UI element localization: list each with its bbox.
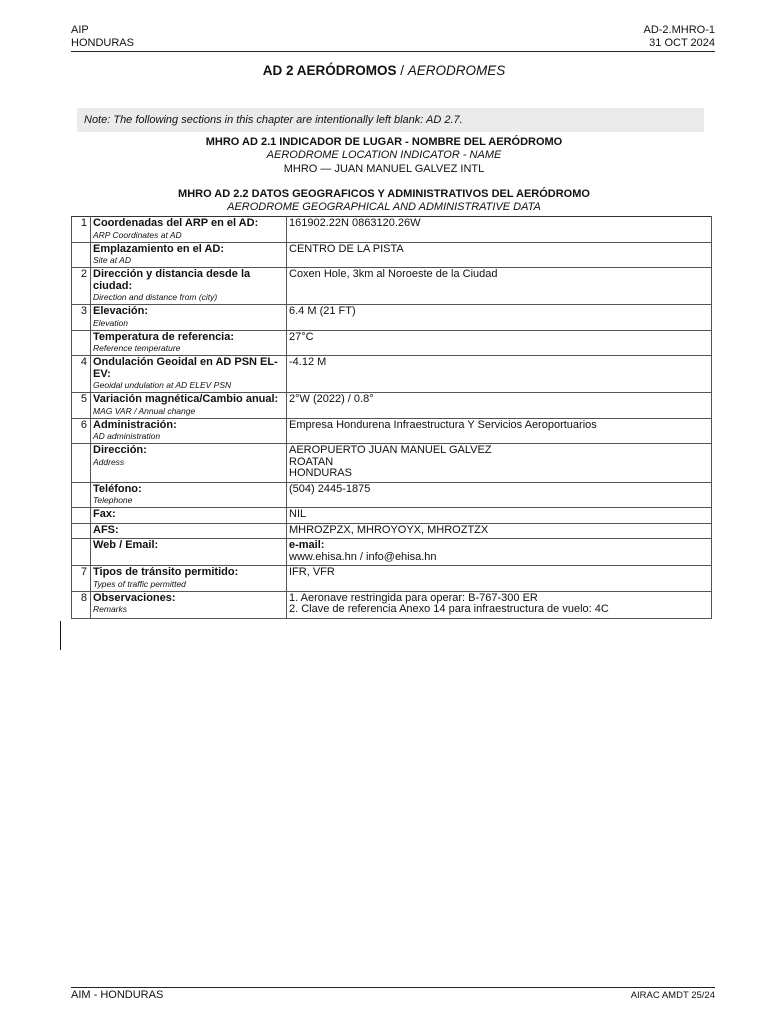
table-row: [72, 591, 712, 618]
row-number: [72, 330, 91, 356]
row-number: [72, 482, 91, 508]
row-label: [91, 217, 287, 243]
note-box: Note: The following sections in this chapter are intentionally left blank: AD 2.7.: [77, 108, 704, 132]
table-row: [72, 444, 712, 483]
row-number: 8: [72, 591, 91, 618]
row-value: [287, 444, 712, 483]
table-row: [72, 242, 712, 268]
row-label: [91, 482, 287, 508]
label-en: Elevation: [93, 317, 128, 328]
row-value: 6.4 M (21 FT): [287, 305, 712, 331]
section-2-1-value: MHRO — JUAN MANUEL GALVEZ INTL: [283, 163, 485, 175]
row-label: [91, 305, 287, 331]
row-number: 5: [72, 393, 91, 419]
label-es: Temperatura de referencia:: [93, 330, 235, 343]
amendment-change-bar: [60, 621, 61, 650]
footer-left: AIM - HONDURAS: [71, 989, 164, 1001]
label-en: Reference temperature: [93, 343, 181, 353]
web-email-value: www.ehisa.hn / info@ehisa.hn: [289, 550, 437, 563]
row-label: [91, 356, 287, 393]
label-en: ARP Coordinates at AD: [93, 229, 182, 240]
label-es: Ondulación Geoidal en AD PSN EL-EV:: [93, 356, 278, 380]
remark-line-1: 1. Aeronave restringida para operar: B-767-300 ER: [289, 591, 538, 604]
label-es: Tipos de tránsito permitido:: [93, 566, 239, 578]
row-value: -4.12 M: [287, 356, 712, 393]
row-value: NIL: [287, 508, 712, 524]
label-es: Observaciones:: [93, 591, 176, 604]
table-row: [72, 393, 712, 419]
label-es: Administración:: [93, 418, 177, 431]
aerodrome-data-table: [71, 216, 712, 619]
row-label: [91, 444, 287, 483]
row-number: 2: [72, 268, 91, 305]
header-page-id: AD-2.MHRO-1: [643, 24, 715, 36]
row-value: 27°C: [287, 330, 712, 356]
row-value: [287, 539, 712, 566]
row-value: (504) 2445-1875: [287, 482, 712, 508]
email-label: e-mail:: [289, 539, 325, 551]
table-row: [72, 418, 712, 444]
row-label: [91, 393, 287, 419]
table-row: [72, 482, 712, 508]
address-line-1: AEROPUERTO JUAN MANUEL GALVEZ: [289, 444, 492, 456]
row-number: [72, 242, 91, 268]
remark-line-2: 2. Clave de referencia Anexo 14 para infraestructura de vuelo: 4C: [289, 603, 609, 615]
row-value: CENTRO DE LA PISTA: [287, 242, 712, 268]
label-es: Teléfono:: [93, 482, 142, 495]
row-label: [91, 330, 287, 356]
table-row: [72, 330, 712, 356]
chapter-title-separator: /: [396, 63, 408, 78]
section-2-2-title: MHRO AD 2.2 DATOS GEOGRAFICOS Y ADMINISTRATIVOS DEL AERÓDROMO: [178, 188, 590, 200]
label-en: Types of traffic permitted: [93, 578, 186, 589]
chapter-title: [0, 63, 768, 78]
row-label: [91, 508, 287, 524]
table-row: [72, 566, 712, 592]
table-row: [72, 217, 712, 243]
row-label: [91, 539, 287, 566]
row-value: 2°W (2022) / 0.8°: [287, 393, 712, 419]
label-es: Dirección y distancia desde la ciudad:: [93, 268, 251, 292]
section-2-1-title: MHRO AD 2.1 INDICADOR DE LUGAR - NOMBRE DEL AERÓDROMO: [205, 136, 563, 148]
label-es: Dirección:: [93, 444, 147, 456]
row-number: 1: [72, 217, 91, 243]
header-publication: AIP: [71, 24, 89, 36]
table-row: [72, 305, 712, 331]
row-value: MHROZPZX, MHROYOYX, MHROZTZX: [287, 523, 712, 539]
row-number: 4: [72, 356, 91, 393]
row-number: 6: [72, 418, 91, 444]
label-en: Site at AD: [93, 255, 131, 265]
table-row: [72, 268, 712, 305]
label-es: Emplazamiento en el AD:: [93, 242, 225, 255]
row-number: 3: [72, 305, 91, 331]
address-line-2: ROATAN: [289, 455, 334, 468]
row-label: [91, 268, 287, 305]
table-row: [72, 508, 712, 524]
label-es: Elevación:: [93, 305, 149, 317]
row-label: [91, 523, 287, 539]
row-value: 161902.22N 0863120.26W: [287, 217, 712, 243]
row-label: [91, 242, 287, 268]
row-number: [72, 508, 91, 524]
label-en: MAG VAR / Annual change: [93, 405, 196, 416]
table-row: [72, 523, 712, 539]
table-row: [72, 539, 712, 566]
label-es: Web / Email:: [93, 539, 159, 551]
row-number: [72, 444, 91, 483]
section-2-2: [0, 188, 768, 213]
row-value: Coxen Hole, 3km al Noroeste de la Ciudad: [287, 268, 712, 305]
footer-right: AIRAC AMDT 25/24: [630, 990, 715, 1001]
row-number: [72, 523, 91, 539]
chapter-title-es: AD 2 AERÓDROMOS: [262, 63, 397, 78]
header-divider: [71, 51, 715, 52]
row-number: [72, 539, 91, 566]
label-en: AD administration: [93, 431, 161, 441]
label-es: Coordenadas del ARP en el AD:: [93, 217, 259, 229]
chapter-title-en: AERODROMES: [407, 63, 506, 78]
row-label: [91, 566, 287, 592]
row-label: [91, 418, 287, 444]
label-en: Address: [93, 456, 125, 467]
row-label: [91, 591, 287, 618]
section-2-2-subtitle: AERODROME GEOGRAPHICAL AND ADMINISTRATIVE DATA: [227, 200, 541, 213]
row-value: IFR, VFR: [287, 566, 712, 592]
label-en: Telephone: [93, 495, 133, 505]
header-right: [643, 24, 715, 50]
row-value: [287, 591, 712, 618]
row-number: 7: [72, 566, 91, 592]
label-es: AFS:: [93, 523, 119, 536]
header-country: HONDURAS: [71, 37, 134, 49]
footer-divider: [71, 987, 715, 988]
address-line-3: HONDURAS: [289, 467, 352, 479]
header-date: 31 OCT 2024: [649, 37, 715, 49]
section-2-1-subtitle: AERODROME LOCATION INDICATOR - NAME: [266, 148, 502, 161]
table-row: [72, 356, 712, 393]
label-es: Fax:: [93, 508, 116, 520]
section-2-1: [0, 136, 768, 176]
row-value: Empresa Hondurena Infraestructura Y Servicios Aeroportuarios: [287, 418, 712, 444]
label-en: Geoidal undulation at AD ELEV PSN: [93, 380, 232, 390]
label-es: Variación magnética/Cambio anual:: [93, 393, 279, 405]
label-en: Remarks: [93, 604, 128, 614]
header-left: [71, 24, 134, 50]
label-en: Direction and distance from (city): [93, 292, 218, 302]
